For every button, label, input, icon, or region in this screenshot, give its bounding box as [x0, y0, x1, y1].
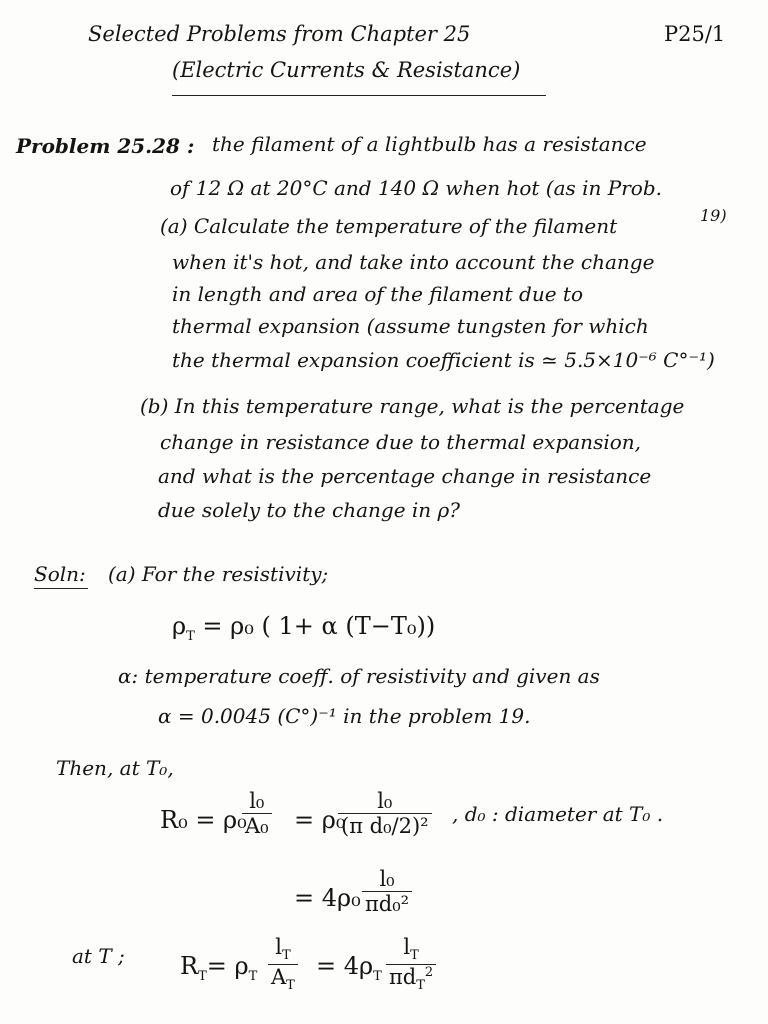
rho-symbol: ρ — [172, 612, 187, 640]
fraction-denominator: (π d₀/2)² — [341, 814, 429, 839]
d0-definition: , d₀ : diameter at T₀ . — [452, 802, 664, 826]
problem-line: change in resistance due to thermal expansion, — [160, 430, 642, 454]
solution-intro: (a) For the resistivity; — [108, 562, 329, 586]
resistivity-equation — [172, 612, 435, 644]
problem-line: thermal expansion (assume tungsten for which — [172, 314, 649, 338]
rt-symbol: R — [180, 952, 199, 980]
l-symbol: l — [275, 935, 282, 959]
fraction-denominator — [268, 966, 298, 993]
subscript-t: T — [248, 968, 258, 984]
subscript-t: T — [286, 978, 295, 994]
superscript-2: 2 — [424, 964, 434, 980]
fraction-lt-over-at — [268, 936, 298, 993]
problem-heading: Problem 25.28 : — [16, 134, 195, 158]
r0-mid: = ρ₀ — [294, 806, 346, 834]
fraction-numerator — [272, 936, 293, 963]
rt-mid-text: = 4ρ — [316, 952, 374, 980]
problem-line: due solely to the change in ρ? — [158, 498, 461, 522]
subscript-t: T — [186, 628, 195, 644]
problem-line: of 12 Ω at 20°C and 140 Ω when hot (as in Prob. — [170, 176, 663, 200]
r0-second-form: = 4ρ₀ — [294, 884, 361, 912]
problem-line: in length and area of the filament due to — [172, 282, 583, 306]
fraction-denominator: πd₀² — [365, 892, 410, 917]
at-t-label: at T ; — [72, 944, 125, 968]
problem-line: the thermal expansion coefficient is ≃ 5.5×10⁻⁶ C°⁻¹) — [172, 348, 715, 372]
fraction-l0-over-pid0sq — [362, 868, 412, 915]
subscript-t: T — [198, 968, 207, 984]
fraction-numerator: l₀ — [379, 867, 395, 891]
subscript-t: T — [410, 948, 419, 964]
alpha-value: α = 0.0045 (C°)⁻¹ in the problem 19. — [158, 704, 531, 728]
solution-label: Soln: — [34, 562, 86, 586]
fraction-denominator — [386, 966, 436, 993]
problem-line: when it's hot, and take into account the change — [172, 250, 655, 274]
pi-d-symbol: πd — [389, 964, 417, 989]
fraction-l0-over-a0 — [242, 790, 272, 837]
solution-label-underline — [34, 588, 88, 589]
page-ref: P25/1 — [664, 22, 726, 46]
fraction-numerator: l₀ — [249, 789, 265, 813]
problem-line: (b) In this temperature range, what is the percentage — [140, 394, 685, 418]
subscript-t: T — [416, 978, 425, 994]
subscript-t: T — [281, 948, 291, 964]
then-at-t0: Then, at T₀, — [56, 756, 174, 780]
fraction-lt-over-pidtsq — [386, 936, 436, 993]
rt-equals: = ρ — [206, 952, 249, 980]
problem-line: (a) Calculate the temperature of the filament — [160, 214, 618, 238]
rt-mid — [316, 952, 382, 984]
resistivity-equation-rest: = ρ₀ ( 1+ α (T−T₀)) — [194, 612, 436, 640]
a-symbol: A — [271, 964, 287, 989]
problem-line: 19) — [700, 206, 727, 225]
r0-lhs: R₀ = ρ₀ — [160, 806, 247, 834]
problem-line: the filament of a lightbulb has a resistance — [212, 132, 647, 156]
subscript-t: T — [373, 968, 382, 984]
problem-line: and what is the percentage change in resistance — [158, 464, 652, 488]
fraction-l0-over-area — [338, 790, 432, 837]
l-symbol: l — [403, 935, 411, 959]
fraction-numerator — [400, 936, 421, 963]
fraction-numerator: l₀ — [377, 789, 393, 813]
header-rule — [172, 95, 546, 96]
rt-lhs — [180, 952, 257, 984]
fraction-denominator: A₀ — [245, 814, 269, 839]
alpha-definition: α: temperature coeff. of resistivity and given as — [118, 664, 600, 688]
header-title: Selected Problems from Chapter 25 — [88, 22, 471, 46]
header-subtitle: (Electric Currents & Resistance) — [172, 58, 521, 82]
